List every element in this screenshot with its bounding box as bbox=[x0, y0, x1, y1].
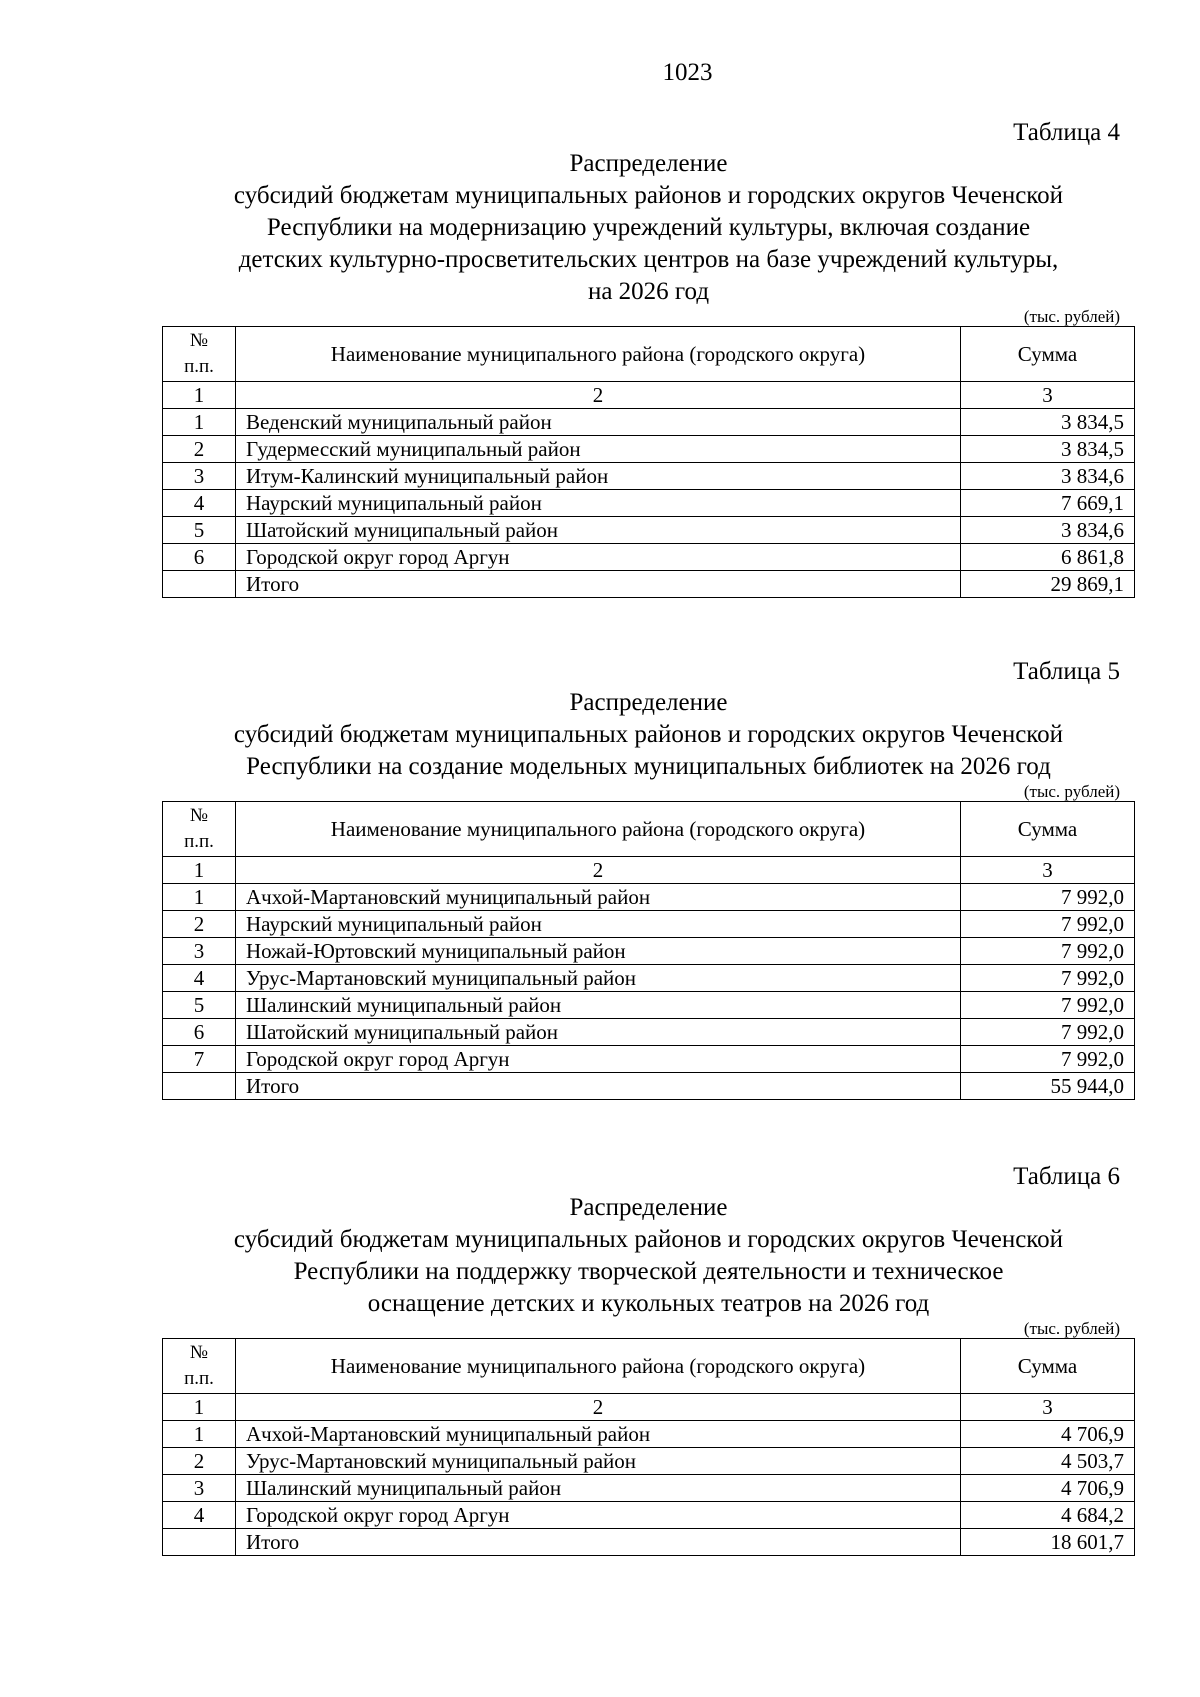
row-sum: 3 834,5 bbox=[961, 409, 1135, 436]
heading-line: Распределение bbox=[569, 1194, 728, 1221]
row-name: Шалинский муниципальный район bbox=[236, 1475, 961, 1502]
table-row bbox=[163, 938, 1135, 965]
table-row bbox=[163, 490, 1135, 517]
header-num-abbr: п.п. bbox=[184, 831, 214, 852]
row-name: Гудермесский муниципальный район bbox=[236, 436, 961, 463]
header-name: Наименование муниципального района (городского округа) bbox=[236, 1339, 961, 1394]
row-index: 1 bbox=[163, 884, 236, 911]
table-row bbox=[163, 965, 1135, 992]
column-number: 2 bbox=[236, 382, 961, 409]
table-row bbox=[163, 409, 1135, 436]
table-section-4 bbox=[162, 118, 1135, 598]
table-row bbox=[163, 1019, 1135, 1046]
units-note: (тыс. рублей) bbox=[1023, 782, 1120, 801]
row-sum: 7 992,0 bbox=[961, 938, 1135, 965]
header-sum: Сумма bbox=[961, 802, 1135, 857]
table-row bbox=[163, 1448, 1135, 1475]
row-name: Урус-Мартановский муниципальный район bbox=[236, 1448, 961, 1475]
total-index bbox=[163, 571, 236, 598]
row-sum: 7 992,0 bbox=[961, 992, 1135, 1019]
column-number: 1 bbox=[163, 857, 236, 884]
column-number: 3 bbox=[961, 1394, 1135, 1421]
column-numbers-row bbox=[163, 857, 1135, 884]
row-index: 4 bbox=[163, 1502, 236, 1529]
row-index: 5 bbox=[163, 517, 236, 544]
row-index: 7 bbox=[163, 1046, 236, 1073]
row-name: Шатойский муниципальный район bbox=[236, 1019, 961, 1046]
row-index: 3 bbox=[163, 463, 236, 490]
table-label: Таблица 4 bbox=[1013, 119, 1120, 146]
table-row bbox=[163, 463, 1135, 490]
data-table bbox=[162, 326, 1135, 598]
header-num bbox=[163, 1339, 236, 1394]
heading-line: на 2026 год bbox=[587, 278, 710, 305]
heading-line: Республики на модернизацию учреждений культуры, включая создание bbox=[266, 214, 1031, 241]
row-name: Городской округ город Аргун bbox=[236, 1502, 961, 1529]
row-index: 1 bbox=[163, 1421, 236, 1448]
row-name: Шатойский муниципальный район bbox=[236, 517, 961, 544]
row-name: Наурский муниципальный район bbox=[236, 911, 961, 938]
header-row bbox=[163, 802, 1135, 857]
row-name: Шалинский муниципальный район bbox=[236, 992, 961, 1019]
header-row bbox=[163, 1339, 1135, 1394]
row-name: Ачхой-Мартановский муниципальный район bbox=[236, 884, 961, 911]
row-sum: 4 684,2 bbox=[961, 1502, 1135, 1529]
units-note: (тыс. рублей) bbox=[1023, 1319, 1120, 1338]
table-row bbox=[163, 884, 1135, 911]
heading-line: субсидий бюджетам муниципальных районов и городских округов Чеченской bbox=[233, 721, 1064, 748]
heading-line: Распределение bbox=[569, 689, 728, 716]
heading-line: субсидий бюджетам муниципальных районов и городских округов Чеченской bbox=[233, 182, 1064, 209]
row-name: Урус-Мартановский муниципальный район bbox=[236, 965, 961, 992]
header-row bbox=[163, 327, 1135, 382]
row-index: 1 bbox=[163, 409, 236, 436]
column-number: 3 bbox=[961, 382, 1135, 409]
header-sum: Сумма bbox=[961, 327, 1135, 382]
total-row bbox=[163, 1073, 1135, 1100]
row-name: Итум-Калинский муниципальный район bbox=[236, 463, 961, 490]
row-sum: 7 992,0 bbox=[961, 1019, 1135, 1046]
heading-line: детских культурно-просветительских центров на базе учреждений культуры, bbox=[238, 246, 1059, 273]
total-index bbox=[163, 1529, 236, 1556]
header-num-abbr: п.п. bbox=[184, 1368, 214, 1389]
header-sum: Сумма bbox=[961, 1339, 1135, 1394]
row-sum: 7 992,0 bbox=[961, 1046, 1135, 1073]
table-heading bbox=[162, 148, 1135, 308]
table-row bbox=[163, 544, 1135, 571]
units-note: (тыс. рублей) bbox=[1023, 307, 1120, 326]
total-sum: 55 944,0 bbox=[961, 1073, 1135, 1100]
total-sum: 18 601,7 bbox=[961, 1529, 1135, 1556]
table-section-6 bbox=[162, 1162, 1135, 1556]
heading-line: оснащение детских и кукольных театров на 2026 год bbox=[367, 1290, 930, 1317]
table-row bbox=[163, 517, 1135, 544]
table-row bbox=[163, 992, 1135, 1019]
total-label: Итого bbox=[236, 1073, 961, 1100]
header-num-abbr: п.п. bbox=[184, 356, 214, 377]
column-number: 1 bbox=[163, 1394, 236, 1421]
row-index: 3 bbox=[163, 938, 236, 965]
table-row bbox=[163, 1046, 1135, 1073]
header-num-symbol: № bbox=[189, 1342, 209, 1363]
total-label: Итого bbox=[236, 571, 961, 598]
row-index: 6 bbox=[163, 1019, 236, 1046]
header-name: Наименование муниципального района (городского округа) bbox=[236, 327, 961, 382]
row-sum: 3 834,5 bbox=[961, 436, 1135, 463]
row-name: Веденский муниципальный район bbox=[236, 409, 961, 436]
data-table bbox=[162, 801, 1135, 1100]
row-sum: 4 706,9 bbox=[961, 1475, 1135, 1502]
column-number: 1 bbox=[163, 382, 236, 409]
table-section-5 bbox=[162, 657, 1135, 1100]
row-index: 5 bbox=[163, 992, 236, 1019]
table-row bbox=[163, 1421, 1135, 1448]
row-name: Городской округ город Аргун bbox=[236, 1046, 961, 1073]
column-numbers-row bbox=[163, 382, 1135, 409]
table-row bbox=[163, 911, 1135, 938]
heading-line: Распределение bbox=[569, 150, 728, 177]
heading-line: субсидий бюджетам муниципальных районов и городских округов Чеченской bbox=[233, 1226, 1064, 1253]
row-name: Ножай-Юртовский муниципальный район bbox=[236, 938, 961, 965]
header-name: Наименование муниципального района (городского округа) bbox=[236, 802, 961, 857]
row-sum: 4 706,9 bbox=[961, 1421, 1135, 1448]
table-heading bbox=[162, 1192, 1135, 1320]
table-row bbox=[163, 436, 1135, 463]
row-sum: 6 861,8 bbox=[961, 544, 1135, 571]
total-row bbox=[163, 571, 1135, 598]
table-row bbox=[163, 1475, 1135, 1502]
row-index: 3 bbox=[163, 1475, 236, 1502]
row-name: Наурский муниципальный район bbox=[236, 490, 961, 517]
page-number: 1023 bbox=[662, 59, 713, 86]
row-sum: 7 669,1 bbox=[961, 490, 1135, 517]
row-name: Ачхой-Мартановский муниципальный район bbox=[236, 1421, 961, 1448]
row-sum: 7 992,0 bbox=[961, 965, 1135, 992]
heading-line: Республики на создание модельных муниципальных библиотек на 2026 год bbox=[246, 753, 1051, 780]
row-index: 4 bbox=[163, 490, 236, 517]
header-num-symbol: № bbox=[189, 805, 209, 826]
row-index: 2 bbox=[163, 911, 236, 938]
table-label: Таблица 5 bbox=[1013, 658, 1120, 685]
total-index bbox=[163, 1073, 236, 1100]
total-sum: 29 869,1 bbox=[961, 571, 1135, 598]
total-label: Итого bbox=[236, 1529, 961, 1556]
row-index: 4 bbox=[163, 965, 236, 992]
column-number: 2 bbox=[236, 1394, 961, 1421]
table-heading bbox=[162, 687, 1135, 783]
row-sum: 3 834,6 bbox=[961, 463, 1135, 490]
header-num bbox=[163, 802, 236, 857]
row-sum: 7 992,0 bbox=[961, 911, 1135, 938]
heading-line: Республики на поддержку творческой деятельности и техническое bbox=[293, 1258, 1004, 1285]
row-index: 2 bbox=[163, 1448, 236, 1475]
table-row bbox=[163, 1502, 1135, 1529]
data-table bbox=[162, 1338, 1135, 1556]
column-numbers-row bbox=[163, 1394, 1135, 1421]
column-number: 3 bbox=[961, 857, 1135, 884]
table-label: Таблица 6 bbox=[1013, 1163, 1120, 1190]
total-row bbox=[163, 1529, 1135, 1556]
row-sum: 7 992,0 bbox=[961, 884, 1135, 911]
header-num-symbol: № bbox=[189, 330, 209, 351]
row-sum: 4 503,7 bbox=[961, 1448, 1135, 1475]
row-sum: 3 834,6 bbox=[961, 517, 1135, 544]
column-number: 2 bbox=[236, 857, 961, 884]
row-name: Городской округ город Аргун bbox=[236, 544, 961, 571]
row-index: 2 bbox=[163, 436, 236, 463]
row-index: 6 bbox=[163, 544, 236, 571]
header-num bbox=[163, 327, 236, 382]
